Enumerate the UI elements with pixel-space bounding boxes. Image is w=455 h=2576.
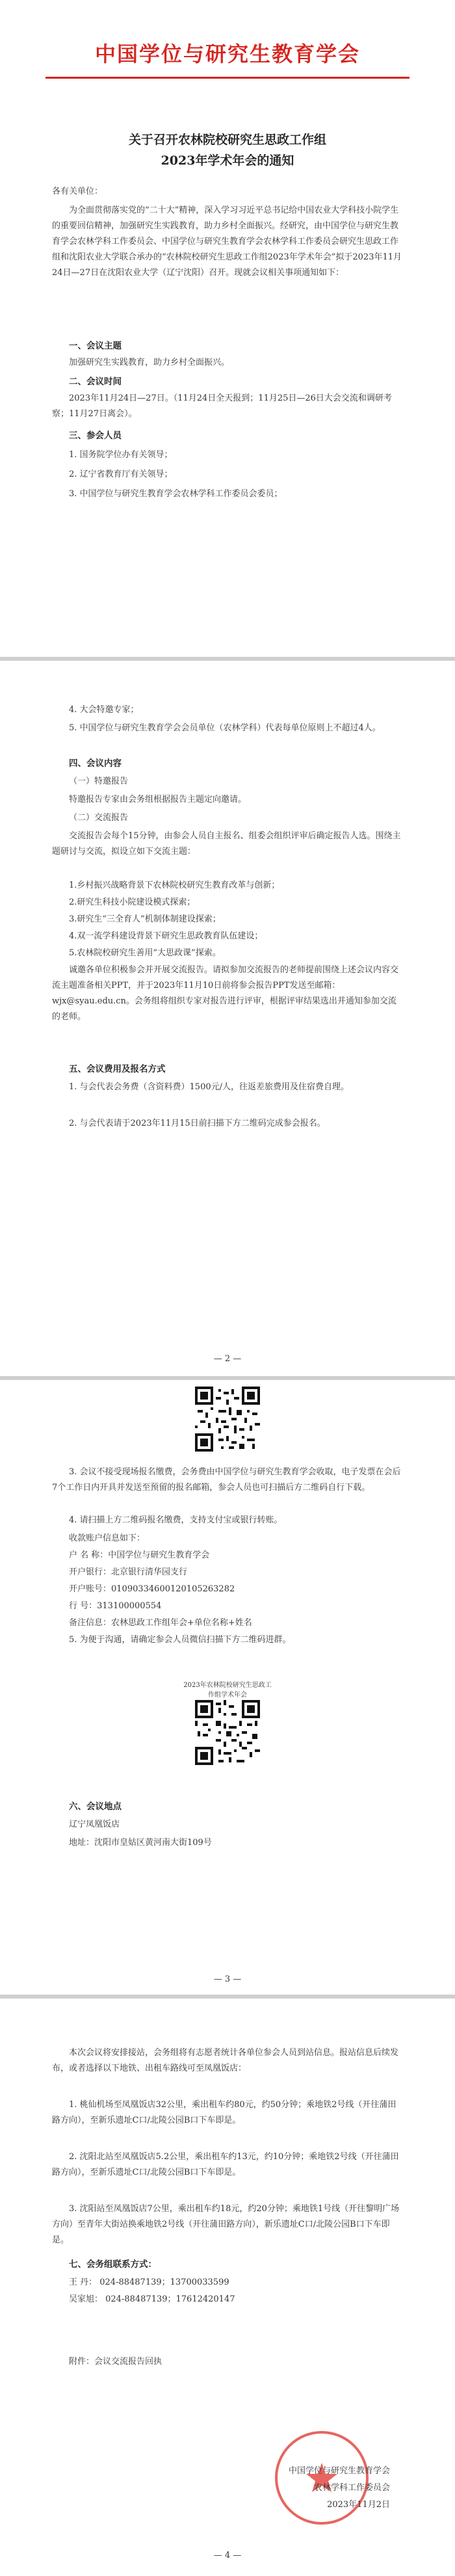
section-4-sub1-text: 特邀报告专家由会务组根据报告主题定向邀请。 xyxy=(69,795,247,804)
section-4-title: 四、会议内容 xyxy=(69,758,122,769)
wechat-group-qr-code[interactable] xyxy=(195,1700,260,1765)
notice-title-line2: 2023年学术年会的通知 xyxy=(161,153,294,168)
signature-committee: 农林学科工作委员会 xyxy=(313,2483,390,2493)
signature-org: 中国学位与研究生教育学会 xyxy=(288,2466,390,2476)
section-1-title: 一、会议主题 xyxy=(69,341,122,351)
bank-info-line: 开户账号：01090334600120105263282 xyxy=(69,1584,235,1594)
participant-item: 5. 中国学位与研究生教育学会会员单位（农林学科）代表每单位原则上不超过4人。 xyxy=(69,723,381,733)
venue-address: 地址：沈阳市皇姑区黄河南大街109号 xyxy=(69,1838,212,1848)
transport-intro: 本次会议将安排接站，会务组将有志愿者统计各单位参会人员到站信息。报站信息后续发布，或者选择以下地铁、出租车路线可至凤凰饭店： xyxy=(52,2048,399,2073)
transport-item: 3. 沈阳站至凤凰饭店7公里，乘出租车约18元，约20分钟；乘地铁1号线（开往黎明广场方向）至青年大街站换乘地铁2号线（开往蒲田路方向），新乐遗址C口/北陵公园B口下车即是。 xyxy=(52,2204,400,2245)
header-rule xyxy=(46,77,410,79)
fee-item: 1. 与会代表会务费（含资料费）1500元/人，往返差旅费用及住宿费自理。 xyxy=(69,1082,349,1092)
participant-item: 4. 大会特邀专家； xyxy=(69,705,139,715)
topic-item: 3.研究生“三全育人”机制体制建设探索； xyxy=(69,914,221,924)
bank-info-line: 户 名 称：中国学位与研究生教育学会 xyxy=(69,1550,210,1560)
section-4-sub2: （二）交流报告 xyxy=(69,813,129,823)
fee-item: 4. 请扫描上方二维码报名缴费，支持支付宝或银行转账。 xyxy=(69,1515,283,1525)
page-1 xyxy=(0,0,455,657)
page-number: — 2 — xyxy=(213,1354,242,1364)
wechat-note: 5. 为便于沟通，请确定参会人员微信扫描下方二维码进群。 xyxy=(69,1635,291,1645)
section-6-title: 六、会议地点 xyxy=(69,1801,122,1812)
section-5-title: 五、会议费用及报名方式 xyxy=(69,1064,166,1074)
section-1-text: 加强研究生实践教育，助力乡村全面振兴。 xyxy=(69,358,230,367)
topic-item: 5.农林院校研究生善用“大思政课”探索。 xyxy=(69,948,221,958)
bank-info-line: 开户银行：北京银行清华园支行 xyxy=(69,1567,188,1577)
fee-item: 2. 与会代表请于2023年11月15日前扫描下方二维码完成参会报名。 xyxy=(69,1119,326,1128)
section-4-sub1: （一）特邀报告 xyxy=(69,777,129,786)
org-header: 中国学位与研究生教育学会 xyxy=(94,42,360,66)
intro-paragraph: 为全面贯彻落实党的“二十大”精神，深入学习习近平总书记给中国农业大学科技小院学生的重要回信精神，加强研究生实践教育，助力乡村全面振兴。经研究，由中国学位与研究生教育学会农林学科工作委员会、中国学位与研究生教育学会农林学科工作委员会研究生思政工作组和沈阳农业大学联合承办的“农林院校研究生思政工作组2023年学术年会”拟于2023年11月24日—27日在沈阳农业大学（辽宁沈阳）召开。现就会议相关事项通知如下： xyxy=(52,206,402,278)
topic-item: 2.研究生科技小院建设模式探索； xyxy=(69,897,196,907)
submission-note: 诚邀各单位积极参会并开展交流报告。请拟参加交流报告的老师提前围绕上述会议内容交流主题准备相关PPT，并于2023年11月10日前将参会报告PPT发送至邮箱：wjx@syau.edu.cn。会务组将组织专家对报告进行评审，根据评审结果选出并通知参加交流的老师。 xyxy=(52,965,399,1022)
bank-info-line: 行 号：313100000554 xyxy=(69,1601,162,1611)
signature-date: 2023年11月2日 xyxy=(327,2500,390,2510)
section-2-title: 二、会议时间 xyxy=(69,377,122,387)
transport-item: 2. 沈阳北站至凤凰饭店5.2公里，乘出租车约13元，约10分钟；乘地铁2号线（开往蒲田路方向），至新乐遗址C口/北陵公园B口下车即是。 xyxy=(52,2152,399,2177)
contact-line: 吴家旭： 024-88487139；17612420147 xyxy=(69,2294,235,2304)
bank-info-label: 收款账户信息如下： xyxy=(69,1534,146,1543)
section-7-title: 七、会务组联系方式： xyxy=(69,2259,157,2270)
participant-item: 2. 辽宁省教育厅有关领导； xyxy=(69,470,173,479)
registration-qr-code[interactable] xyxy=(195,1387,260,1452)
fee-item: 3. 会议不接受现场报名缴费，会务费由中国学位与研究生教育学会收取，电子发票在会后7个工作日内开具并发送至预留的报名邮箱，参会人员也可扫描后方二维码自行下载。 xyxy=(52,1467,401,1493)
venue-name: 辽宁凤凰饭店 xyxy=(69,1820,120,1829)
section-4-sub2-text: 交流报告会每个15分钟，由参会人员自主报名、组委会组织评审后确定报告人选。围绕主题研讨与交流，拟设立如下交流主题： xyxy=(52,831,401,856)
page-number: — 4 — xyxy=(213,2551,242,2560)
participant-item: 3. 中国学位与研究生教育学会农林学科工作委员会委员； xyxy=(69,489,283,499)
topic-item: 1.乡村振兴战略背景下农林院校研究生教育改革与创新； xyxy=(69,881,280,890)
wechat-qr-caption: 2023年农林院校研究生思政工作组学术年会 xyxy=(183,1682,272,1699)
transport-item: 1. 桃仙机场至凤凰饭店32公里，乘出租车约80元，约50分钟；乘地铁2号线（开往蒲田路方向），至新乐遗址C口/北陵公园B口下车即是。 xyxy=(52,2100,396,2125)
page-number: — 3 — xyxy=(213,1974,242,1984)
bank-note: 备注信息：农林思政工作组年会+单位名称+姓名 xyxy=(69,1618,252,1628)
section-2-text: 2023年11月24日—27日。（11月24日全天报到；11月25日—26日大会交流和调研考察；11月27日离会）。 xyxy=(52,393,392,419)
section-3-title: 三、参会人员 xyxy=(69,431,122,441)
attachment-note: 附件：会议交流报告回执 xyxy=(69,2357,162,2367)
contact-line: 王 丹： 024-88487139；13700033599 xyxy=(69,2277,229,2287)
topic-item: 4.双一流学科建设背景下研究生思政教育队伍建设； xyxy=(69,931,263,941)
participant-item: 1. 国务院学位办有关领导； xyxy=(69,450,173,460)
notice-title-line1: 关于召开农林院校研究生思政工作组 xyxy=(128,133,326,147)
salutation: 各有关单位： xyxy=(52,187,103,196)
